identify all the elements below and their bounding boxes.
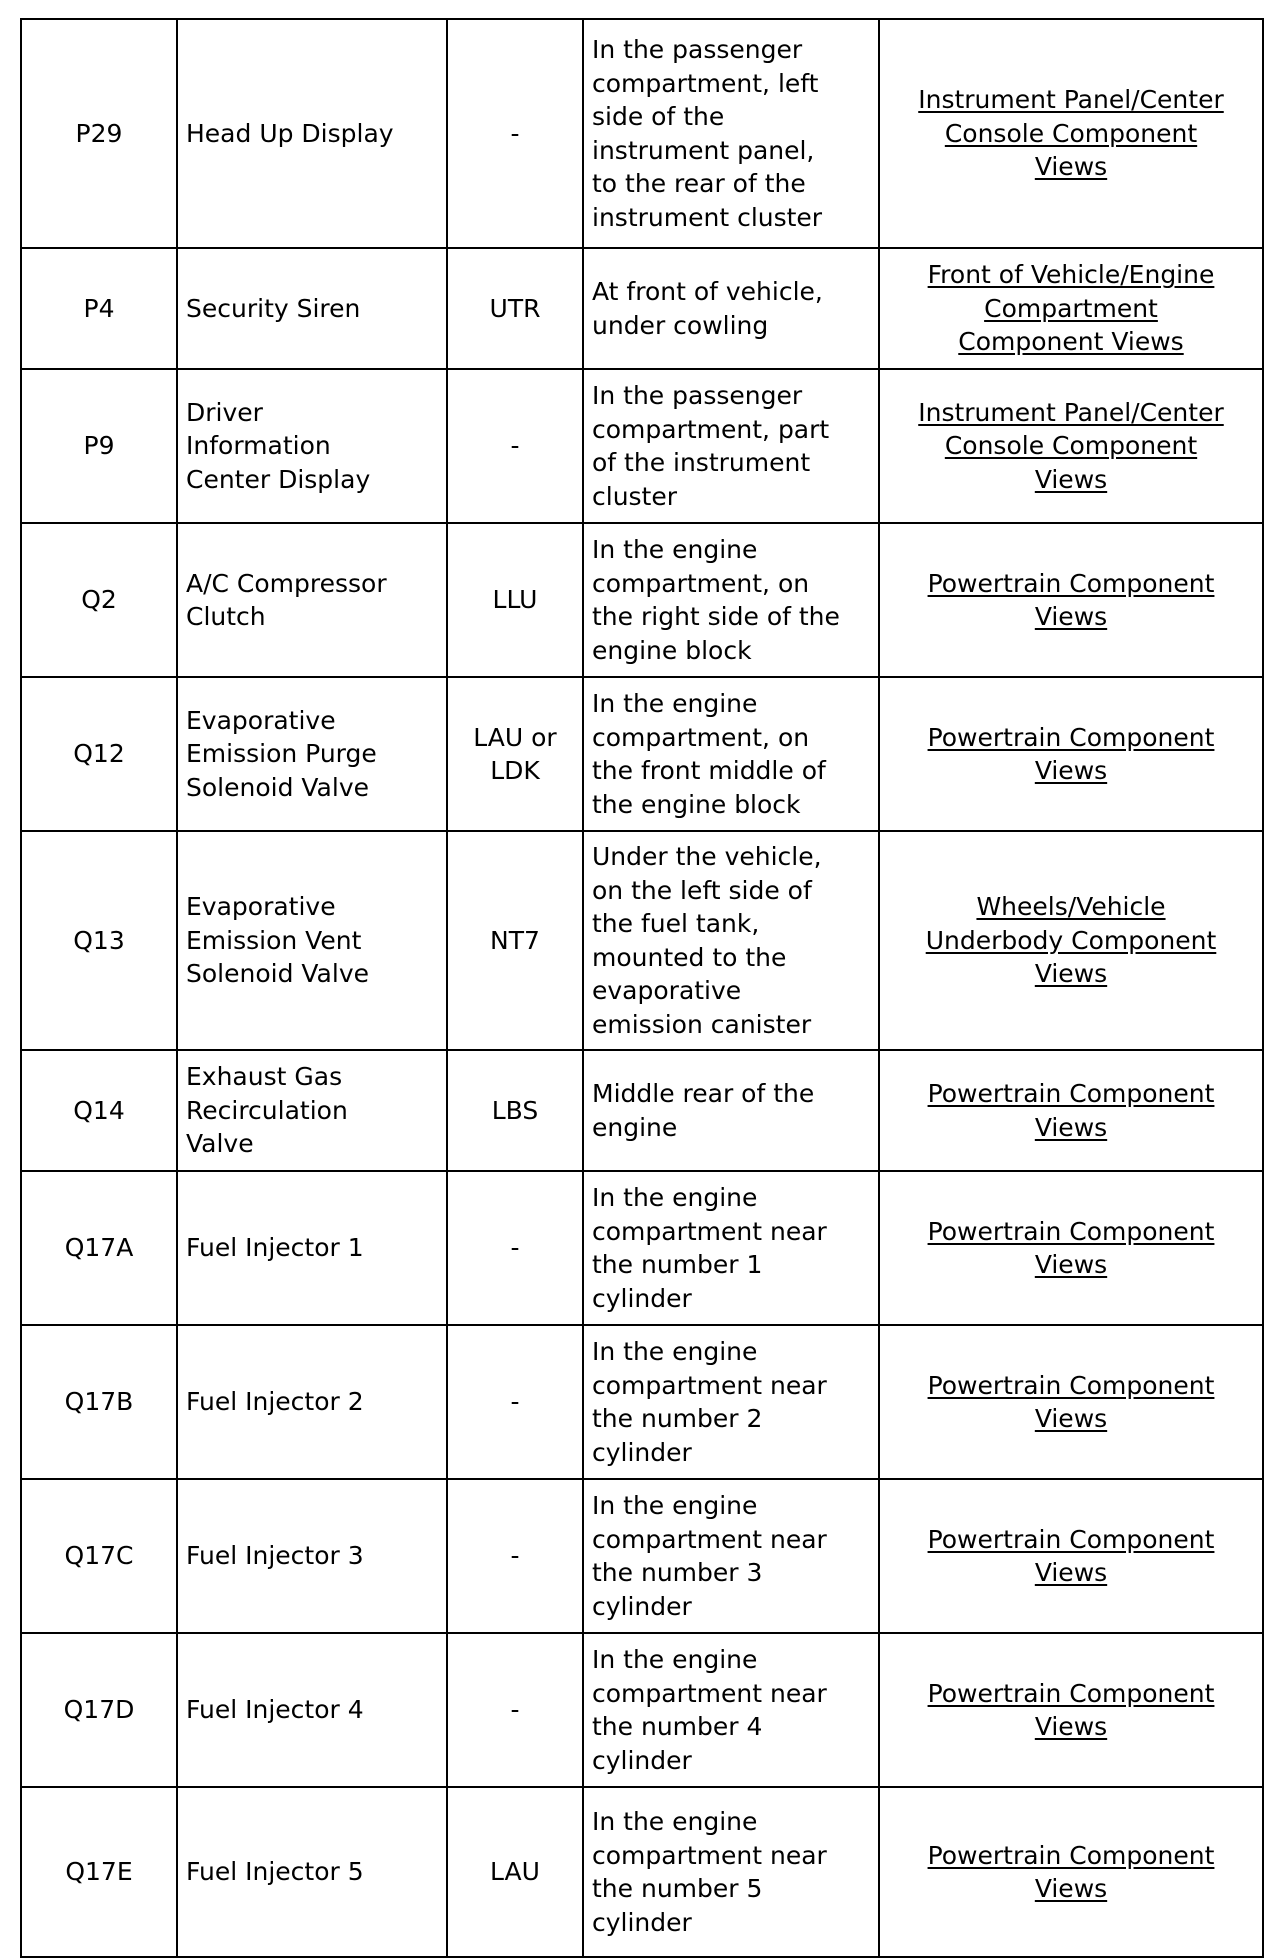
component-name: Fuel Injector 1	[186, 1233, 364, 1263]
component-views-link[interactable]: Powertrain Component Views	[927, 1079, 1215, 1142]
component-id: P4	[21, 248, 177, 369]
component-name: Evaporative Emission Vent Solenoid Valve	[186, 892, 369, 989]
location-description: In the engine compartment near the number 1 cylinder	[592, 1183, 827, 1313]
component-name: Fuel Injector 5	[186, 1857, 364, 1887]
component-name: Head Up Display	[186, 118, 394, 148]
component-views-link[interactable]: Powertrain Component Views	[927, 1216, 1215, 1279]
location-description: In the engine compartment, on the front middle of the engine block	[592, 689, 826, 819]
component-id: Q14	[21, 1050, 177, 1171]
option-code: -	[447, 19, 583, 248]
component-locator-table-page	[20, 18, 1262, 1958]
location-description: At front of vehicle, under cowling	[592, 277, 823, 340]
option-code: LAU or LDK	[473, 722, 557, 785]
option-code: -	[447, 369, 583, 523]
component-name: Fuel Injector 2	[186, 1387, 364, 1417]
component-views-link[interactable]: Front of Vehicle/Engine Compartment Component Views	[927, 260, 1215, 357]
table-row	[21, 1325, 1263, 1479]
location-description: Under the vehicle, on the left side of the fuel tank, mounted to the evaporative emission canister	[592, 842, 822, 1039]
component-id: P9	[21, 369, 177, 523]
location-description: Middle rear of the engine	[592, 1079, 815, 1142]
table-row	[21, 369, 1263, 523]
table-row	[21, 19, 1263, 248]
option-code: LLU	[447, 523, 583, 677]
table-row	[21, 1787, 1263, 1957]
table-row	[21, 523, 1263, 677]
location-description: In the engine compartment near the number 4 cylinder	[592, 1645, 827, 1775]
table-row	[21, 1050, 1263, 1171]
component-id: Q17E	[21, 1787, 177, 1957]
component-views-link[interactable]: Wheels/Vehicle Underbody Component Views	[925, 892, 1217, 989]
location-description: In the engine compartment near the number 2 cylinder	[592, 1337, 827, 1467]
component-id: Q17B	[21, 1325, 177, 1479]
component-name: Fuel Injector 3	[186, 1541, 364, 1571]
component-views-link[interactable]: Powertrain Component Views	[927, 1370, 1215, 1433]
location-description: In the engine compartment near the number 5 cylinder	[592, 1807, 827, 1937]
component-name: Driver Information Center Display	[186, 397, 371, 494]
location-description: In the passenger compartment, part of the instrument cluster	[592, 381, 830, 511]
component-name: Exhaust Gas Recirculation Valve	[186, 1062, 348, 1159]
location-description: In the engine compartment near the number 3 cylinder	[592, 1491, 827, 1621]
component-id: P29	[21, 19, 177, 248]
option-code: -	[447, 1171, 583, 1325]
option-code: -	[447, 1325, 583, 1479]
option-code: NT7	[447, 831, 583, 1050]
component-id: Q2	[21, 523, 177, 677]
component-name: Evaporative Emission Purge Solenoid Valve	[186, 705, 377, 802]
component-id: Q13	[21, 831, 177, 1050]
component-id: Q17C	[21, 1479, 177, 1633]
component-views-link[interactable]: Powertrain Component Views	[927, 568, 1215, 631]
table-row	[21, 1171, 1263, 1325]
component-name: Security Siren	[186, 293, 361, 323]
option-code: LAU	[447, 1787, 583, 1957]
component-views-link[interactable]: Powertrain Component Views	[927, 722, 1215, 785]
location-description: In the passenger compartment, left side of the instrument panel, to the rear of the instrument cluster	[592, 35, 823, 232]
table-row	[21, 831, 1263, 1050]
location-description: In the engine compartment, on the right side of the engine block	[592, 535, 840, 665]
table-row	[21, 677, 1263, 831]
option-code: -	[447, 1479, 583, 1633]
component-views-link[interactable]: Instrument Panel/Center Console Component Views	[918, 397, 1224, 494]
component-views-link[interactable]: Powertrain Component Views	[927, 1678, 1215, 1741]
component-name: A/C Compressor Clutch	[186, 568, 387, 631]
component-id: Q12	[21, 677, 177, 831]
table-row	[21, 1479, 1263, 1633]
component-views-link[interactable]: Powertrain Component Views	[927, 1524, 1215, 1587]
component-id: Q17D	[21, 1633, 177, 1787]
component-locator-table	[20, 18, 1264, 1958]
option-code: -	[447, 1633, 583, 1787]
option-code: LBS	[447, 1050, 583, 1171]
option-code: UTR	[447, 248, 583, 369]
component-views-link[interactable]: Powertrain Component Views	[927, 1840, 1215, 1903]
component-id: Q17A	[21, 1171, 177, 1325]
component-views-link[interactable]: Instrument Panel/Center Console Component Views	[918, 85, 1224, 182]
table-row	[21, 1633, 1263, 1787]
table-row	[21, 248, 1263, 369]
component-name: Fuel Injector 4	[186, 1695, 364, 1725]
